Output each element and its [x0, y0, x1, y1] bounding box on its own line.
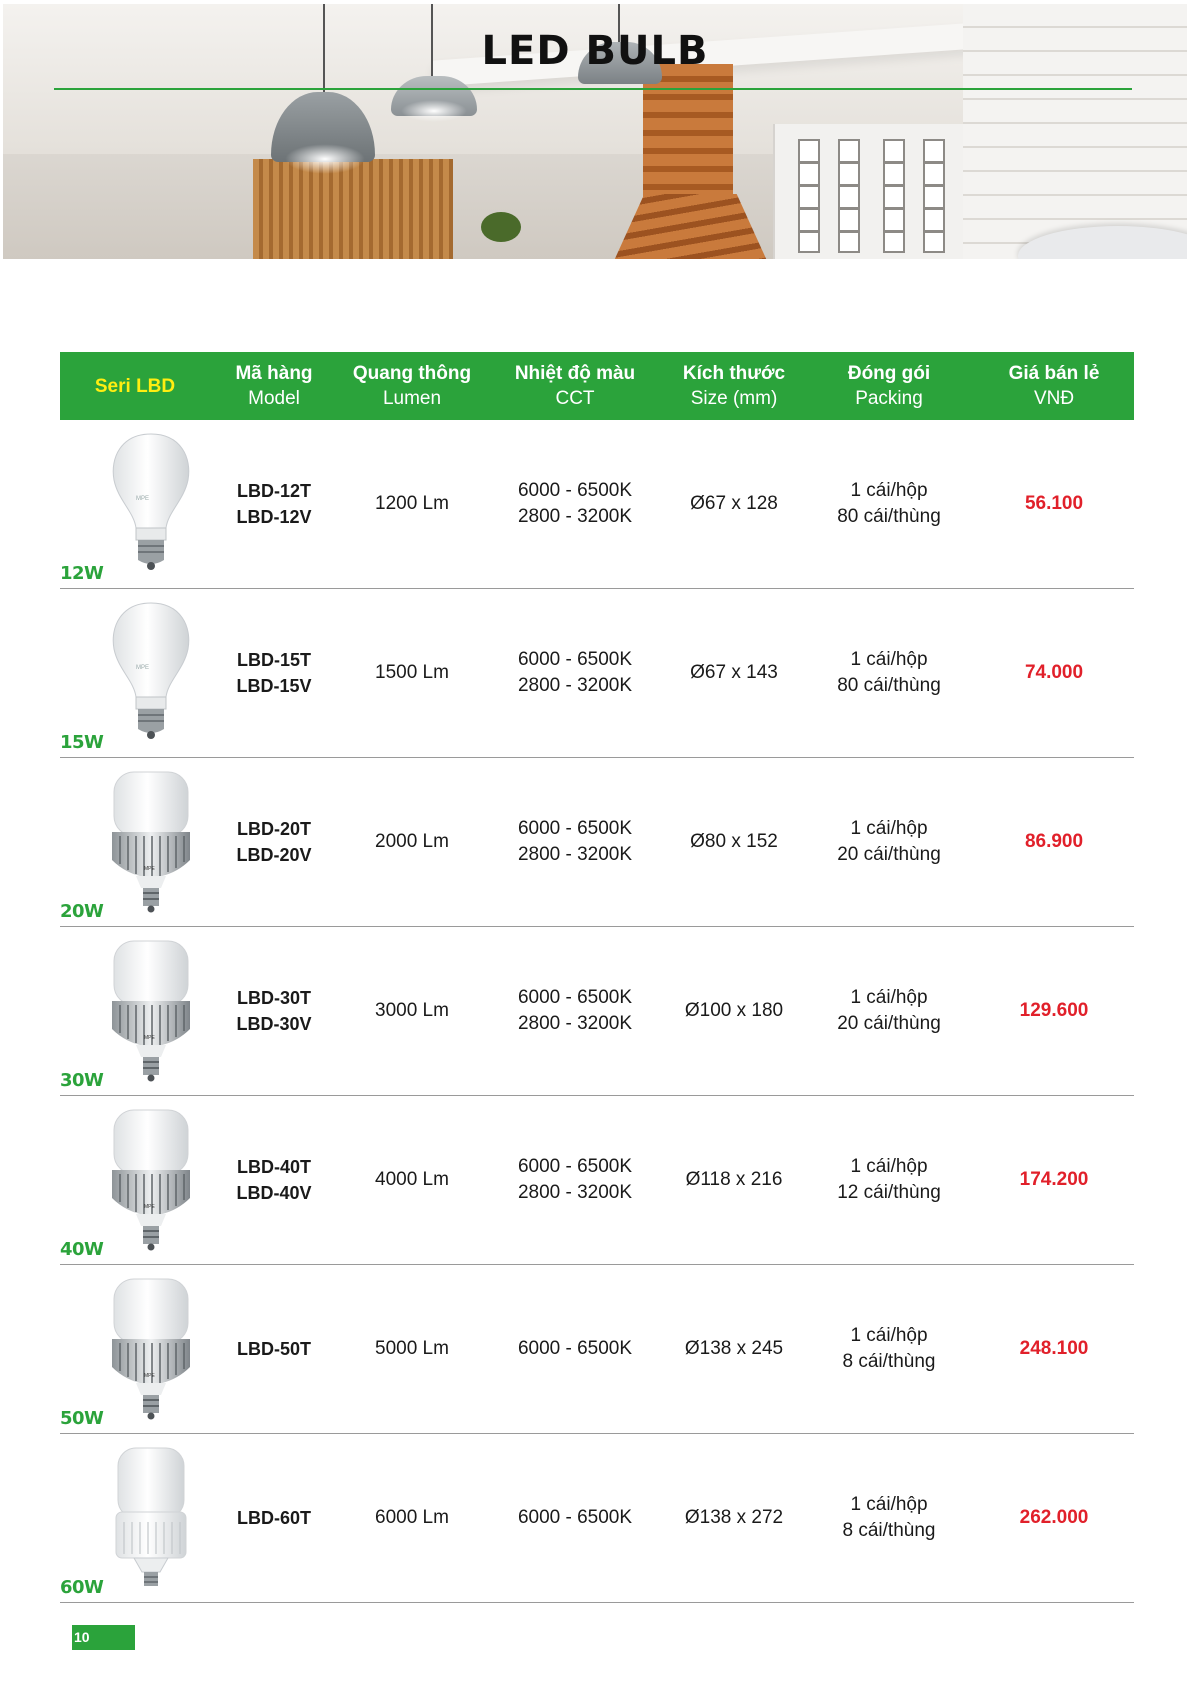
line: 6000 - 6500K — [517, 818, 633, 839]
line: 1 cái/hộp — [850, 649, 928, 670]
column-header-lumen: Quang thông Lumen — [352, 363, 472, 409]
product-image — [96, 1104, 206, 1254]
column-header-seri: Seri LBD — [94, 375, 176, 397]
price-cell: 74.000 — [1024, 662, 1084, 683]
line: 2800 - 3200K — [517, 844, 633, 865]
model-cell — [210, 1336, 338, 1362]
title-underline — [54, 88, 1132, 90]
price-cell: 248.100 — [1019, 1338, 1089, 1359]
product-image — [96, 1442, 206, 1592]
product-image — [96, 1273, 206, 1423]
price-cell: 129.600 — [1019, 1000, 1089, 1021]
packing-cell — [804, 816, 974, 868]
packing-cell — [804, 478, 974, 530]
wattage-label: 30W — [60, 1070, 104, 1091]
packing-cell — [804, 1154, 974, 1206]
lumen-cell: 2000 Lm — [375, 831, 449, 852]
packing-cell — [804, 1492, 974, 1544]
column-header-packing: Đóng gói Packing — [847, 363, 931, 409]
wattage-label: 12W — [60, 563, 104, 584]
lumen-cell: 5000 Lm — [375, 1338, 449, 1359]
column-header-cct: Nhiệt độ màu CCT — [514, 363, 636, 409]
cct-cell — [486, 816, 664, 868]
line: 80 cái/thùng — [837, 506, 941, 527]
model-cell — [210, 647, 338, 699]
table-header — [60, 352, 1134, 420]
lamp-glow — [285, 144, 365, 174]
lumen-cell: 1200 Lm — [375, 493, 449, 514]
line: LBD-15V — [236, 676, 312, 696]
line: 12 cái/thùng — [837, 1182, 941, 1203]
a-bulb-icon — [96, 428, 206, 578]
price-cell: 56.100 — [1024, 493, 1084, 514]
table-row — [60, 420, 1134, 589]
product-image — [96, 935, 206, 1085]
line: LBD-50T — [236, 1339, 311, 1359]
t-bulb-icon — [96, 1104, 206, 1254]
lumen-cell: 1500 Lm — [375, 662, 449, 683]
table-row — [60, 589, 1134, 758]
line: 2800 - 3200K — [517, 1182, 633, 1203]
wattage-label: 50W — [60, 1408, 104, 1429]
size-cell: Ø118 x 216 — [685, 1169, 783, 1190]
cct-cell — [486, 1505, 664, 1531]
table-row — [60, 1434, 1134, 1603]
model-cell — [210, 1154, 338, 1206]
banner-wood-hood-base — [608, 194, 773, 259]
t-bulb-icon — [96, 1273, 206, 1423]
cct-cell — [486, 647, 664, 699]
packing-cell — [804, 647, 974, 699]
line: 6000 - 6500K — [517, 1507, 633, 1528]
banner-window-pane — [838, 139, 860, 253]
wattage-label: 20W — [60, 901, 104, 922]
line: LBD-20T — [236, 819, 311, 839]
line: LBD-20V — [236, 845, 312, 865]
line: LBD-30V — [236, 1014, 312, 1034]
size-cell: Ø67 x 143 — [690, 662, 778, 683]
line: LBD-15T — [236, 650, 311, 670]
cct-cell — [486, 1154, 664, 1206]
table-body — [60, 420, 1134, 1603]
svg-text:MPE: MPE — [144, 1373, 155, 1379]
t-bulb-icon — [96, 935, 206, 1085]
wattage-label: 60W — [60, 1577, 104, 1598]
line: 1 cái/hộp — [850, 480, 928, 501]
wattage-label: 40W — [60, 1239, 104, 1260]
banner-window-pane — [883, 139, 905, 253]
lumen-cell: 3000 Lm — [375, 1000, 449, 1021]
packing-cell — [804, 985, 974, 1037]
size-cell: Ø80 x 152 — [690, 831, 778, 852]
lamp-glow — [401, 100, 467, 122]
table-row — [60, 1096, 1134, 1265]
size-cell: Ø67 x 128 — [690, 493, 778, 514]
size-cell: Ø138 x 272 — [684, 1507, 784, 1528]
line: 1 cái/hộp — [850, 987, 928, 1008]
price-cell: 86.900 — [1024, 831, 1084, 852]
line: 6000 - 6500K — [517, 1156, 633, 1177]
table-row — [60, 758, 1134, 927]
line: 8 cái/thùng — [842, 1351, 936, 1372]
line: LBD-12V — [236, 507, 312, 527]
svg-text:MPE: MPE — [144, 1204, 155, 1210]
table-row — [60, 927, 1134, 1096]
line: 80 cái/thùng — [837, 675, 941, 696]
svg-text:MPE: MPE — [136, 665, 150, 671]
column-header-model: Mã hàng Model — [235, 363, 313, 409]
line: LBD-40V — [236, 1183, 312, 1203]
line: 2800 - 3200K — [517, 506, 633, 527]
model-cell — [210, 816, 338, 868]
line: 1 cái/hộp — [850, 1494, 928, 1515]
line: 6000 - 6500K — [517, 987, 633, 1008]
price-cell: 262.000 — [1019, 1507, 1089, 1528]
size-cell: Ø100 x 180 — [684, 1000, 784, 1021]
product-image — [96, 597, 206, 747]
line: 6000 - 6500K — [517, 480, 633, 501]
line: 2800 - 3200K — [517, 1013, 633, 1034]
svg-text:MPE: MPE — [144, 866, 155, 872]
t-bulb-tall-icon — [96, 1442, 206, 1592]
t-bulb-icon — [96, 766, 206, 916]
line: LBD-12T — [236, 481, 311, 501]
line: 6000 - 6500K — [517, 649, 633, 670]
product-image — [96, 428, 206, 578]
page-number: 10 — [72, 1625, 135, 1650]
price-cell: 174.200 — [1019, 1169, 1089, 1190]
cct-cell — [486, 1336, 664, 1362]
column-header-price: Giá bán lẻ VNĐ — [1008, 363, 1100, 409]
packing-cell — [804, 1323, 974, 1375]
svg-text:MPE: MPE — [136, 496, 150, 502]
page-title: LED BULB — [481, 28, 709, 74]
banner-window-pane — [923, 139, 945, 253]
line: 1 cái/hộp — [850, 818, 928, 839]
line: 8 cái/thùng — [842, 1520, 936, 1541]
line: 20 cái/thùng — [837, 1013, 941, 1034]
product-image — [96, 766, 206, 916]
lumen-cell: 6000 Lm — [375, 1507, 449, 1528]
banner-plant — [481, 212, 521, 242]
line: LBD-60T — [236, 1508, 311, 1528]
line: LBD-40T — [236, 1157, 311, 1177]
line: 2800 - 3200K — [517, 675, 633, 696]
line: 1 cái/hộp — [850, 1325, 928, 1346]
column-header-size: Kích thước Size (mm) — [682, 363, 786, 409]
a-bulb-icon — [96, 597, 206, 747]
model-cell — [210, 985, 338, 1037]
table-row — [60, 1265, 1134, 1434]
model-cell — [210, 478, 338, 530]
model-cell — [210, 1505, 338, 1531]
line: 6000 - 6500K — [517, 1338, 633, 1359]
wattage-label: 15W — [60, 732, 104, 753]
banner-window-pane — [798, 139, 820, 253]
size-cell: Ø138 x 245 — [684, 1338, 784, 1359]
line: LBD-30T — [236, 988, 311, 1008]
line: 1 cái/hộp — [850, 1156, 928, 1177]
cct-cell — [486, 985, 664, 1037]
line: 20 cái/thùng — [837, 844, 941, 865]
banner-window-blind — [253, 159, 453, 259]
svg-text:MPE: MPE — [144, 1035, 155, 1041]
cct-cell — [486, 478, 664, 530]
product-table — [60, 352, 1134, 1603]
lumen-cell: 4000 Lm — [375, 1169, 449, 1190]
